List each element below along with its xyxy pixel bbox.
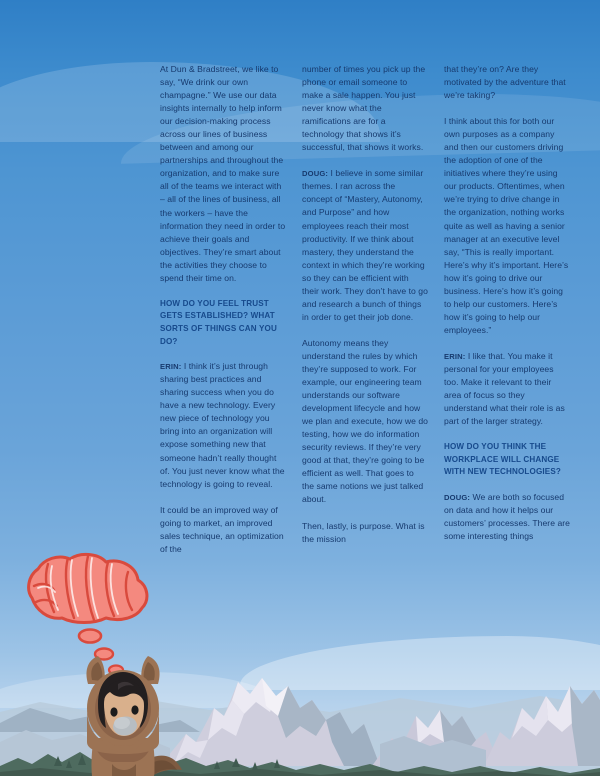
paragraph — [302, 167, 428, 324]
paragraph-text: I believe in some similar themes. I ran across the concept of “Mastery, Autonomy, and Purpose” and how employees reach their most productivity. If we think about mastery, they understand the context in which they’re working so they can be efficient with their work. They don’t have to go and research a bunch of things in order to get their job done. — [302, 168, 428, 322]
paragraph: number of times you pick up the phone or email someone to make a sale happen. You just never know what the ramifications are for a technology that shows it’s successful, that shows it works. — [302, 64, 426, 153]
column-2 — [302, 63, 428, 688]
paragraph: Then, lastly, is purpose. What is the mission — [302, 520, 425, 544]
paragraph-text: I think it’s just through sharing best practices and sharing success when you do have a new technology. Every new piece of technology you bring into an organization will expose something new that someone hadn’t really thought of. You just never know what the technology is going to reveal. — [160, 361, 285, 489]
paragraph-text: I like that. You make it personal for your employees too. Make it relevant to their area of focus so they understand what their role is as part of the larger strategy. — [444, 350, 565, 427]
paragraph-text: We are both so focused on data and how it helps our customers’ processes. There are some interesting things — [444, 492, 570, 542]
speaker-label: DOUG: — [302, 169, 329, 179]
paragraph: At Dun & Bradstreet, we like to say, “We drink our own champagne.” We use our data insights internally to help inform our decision-making process across our lines of business between and among our partnerships and throughout the organization, and to make sure all of the teams we interact with – all of the lines of business, all the workers – have the information they need in order to achieve their goals and objectives. They’re smart about the activities they choose to spend their time on. — [160, 64, 286, 283]
column-1 — [160, 63, 286, 688]
paragraph: that they’re on? Are they motivated by the adventure that we’re taking? — [444, 64, 566, 101]
speaker-label: ERIN: — [444, 351, 466, 361]
column-3 — [444, 63, 570, 688]
speaker-label: DOUG: — [444, 493, 471, 502]
paragraph: I think about this for both our own purposes as a company and then our customers driving the adoption of one of the initiatives where they’re using our products. Oftentimes, when we’re trying to drive change in the organization, nothing works quite as well as having a senior manager at an executive level say, “This is really important. Here’s why it’s important. Here’s how it’s going to drive our business. Here’s how it’s going to help our customers. Here’s how it’s going to help our employees.” — [444, 116, 569, 335]
paragraph — [160, 360, 286, 490]
paragraph — [444, 350, 570, 428]
paragraph: It could be an improved way of going to market, an improved sales technique, an optimization of the — [160, 504, 284, 554]
article-text-columns — [160, 63, 572, 688]
speaker-label: ERIN: — [160, 362, 182, 372]
paragraph — [444, 491, 570, 543]
section-heading: HOW DO YOU FEEL TRUST GETS ESTABLISHED? WHAT SORTS OF THINGS CAN YOU DO? — [160, 298, 277, 346]
section-heading: HOW DO YOU THINK THE WORKPLACE WILL CHANGE WITH NEW TECHNOLOGIES? — [444, 442, 561, 477]
paragraph: Autonomy means they understand the rules by which they’re supposed to work. For example, our engineering team understands our software development lifecycle and how we plan and execute, how we do testing, how we do information security reviews. If they’re very good at that, they’re going to be efficient as well. That goes to the same notions we just talked about. — [302, 337, 428, 505]
